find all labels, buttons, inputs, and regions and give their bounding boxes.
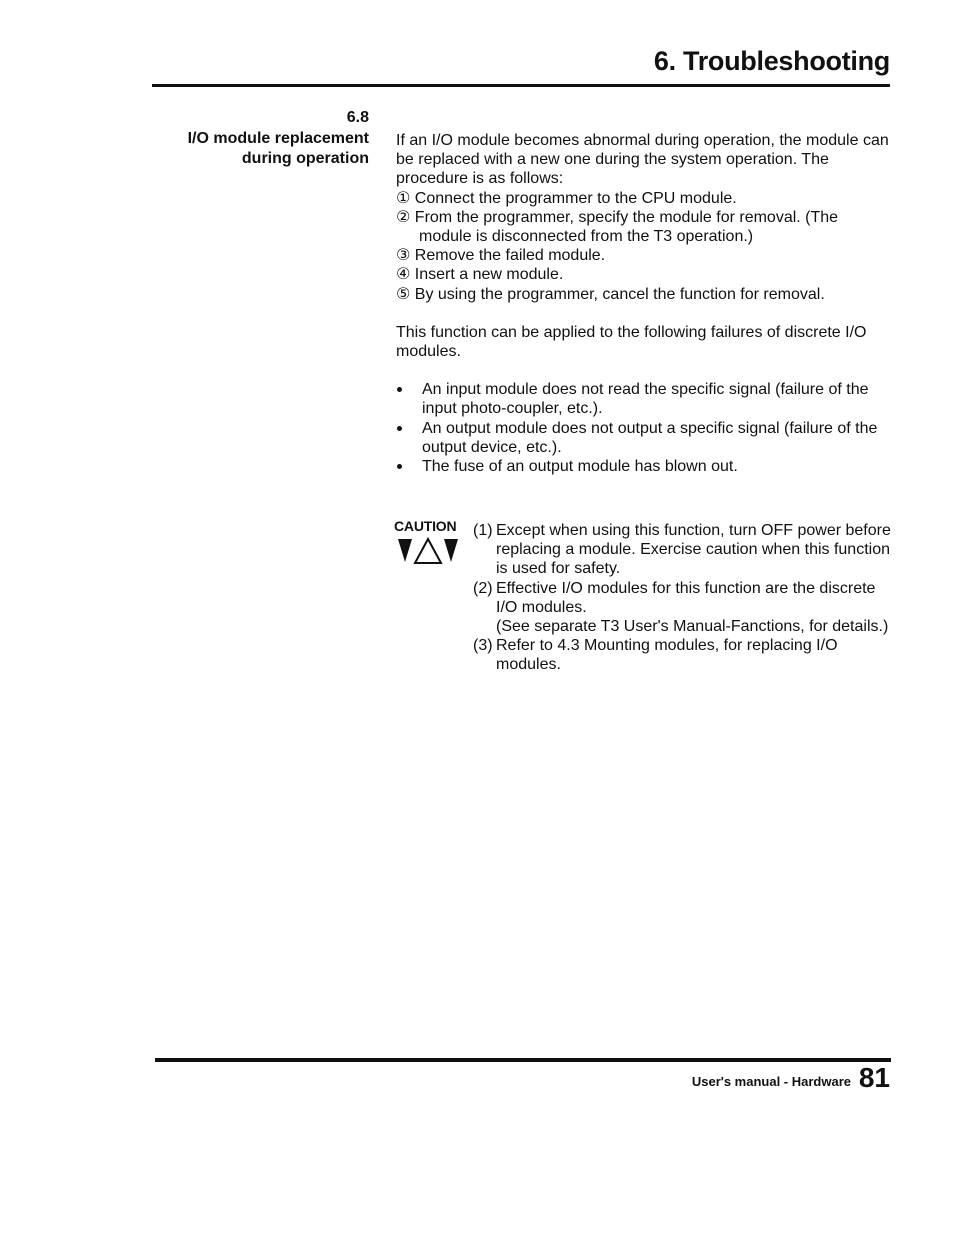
caution-item-note: (See separate T3 User's Manual-Fanctions, for details.) — [496, 618, 889, 636]
applicability-paragraph: This function can be applied to the following failures of discrete I/O modules. — [396, 323, 867, 361]
body-text — [396, 131, 890, 476]
page-number: 81 — [858, 1062, 890, 1093]
procedure-step: ④ Insert a new module. — [396, 266, 564, 284]
list-item-text: An input module does not read the specific signal (failure of the input photo-coupler, etc.). — [422, 381, 869, 418]
caution-item-number: (1) — [473, 522, 493, 539]
bullet-icon — [397, 426, 402, 431]
spacer — [396, 304, 890, 323]
section-heading — [139, 108, 369, 169]
bullet-icon — [397, 387, 402, 392]
procedure-step: ⑤ By using the programmer, cancel the function for removal. — [396, 285, 825, 303]
caution-label: CAUTION — [394, 518, 457, 534]
caution-list — [473, 521, 893, 675]
bottom-rule — [155, 1058, 891, 1062]
section-number: 6.8 — [346, 109, 369, 126]
section-title-line-2: during operation — [241, 150, 369, 167]
caution-item-text: Except when using this function, turn OFF power before replacing a module. Exercise caution when this function is used for safety. — [496, 522, 891, 578]
caution-item — [473, 521, 893, 579]
caution-item — [473, 636, 893, 674]
caution-item-number: (2) — [473, 579, 493, 597]
section-title-line-1: I/O module replacement — [187, 130, 369, 147]
caution-icon — [396, 536, 460, 566]
procedure-step: ③ Remove the failed module. — [396, 247, 606, 265]
list-item — [396, 380, 890, 418]
caution-item-number: (3) — [473, 637, 493, 655]
list-item-text: The fuse of an output module has blown out. — [422, 458, 738, 476]
list-item — [396, 457, 890, 476]
caution-item-text: Refer to 4.3 Mounting modules, for replacing I/O modules. — [496, 637, 838, 674]
bullet-icon — [397, 464, 402, 469]
failure-list — [396, 380, 890, 476]
caution-item — [473, 579, 893, 637]
procedure-step: ② From the programmer, specify the module for removal. (The module is disconnected from the T3 operation.) — [396, 208, 839, 246]
footer-text: User's manual - Hardware — [691, 1074, 851, 1089]
page-title: 6. Troubleshooting — [653, 46, 890, 76]
top-rule — [152, 84, 890, 87]
intro-paragraph: If an I/O module becomes abnormal during operation, the module can be replaced with a new one during the system operation. The procedure is as follows: — [396, 132, 889, 188]
list-item — [396, 419, 890, 457]
procedure-step: ① Connect the programmer to the CPU module. — [396, 189, 737, 207]
spacer — [396, 361, 890, 380]
list-item-text: An output module does not output a specific signal (failure of the output device, etc.). — [422, 419, 878, 456]
caution-item-text: Effective I/O modules for this function are the discrete I/O modules. — [496, 579, 876, 616]
